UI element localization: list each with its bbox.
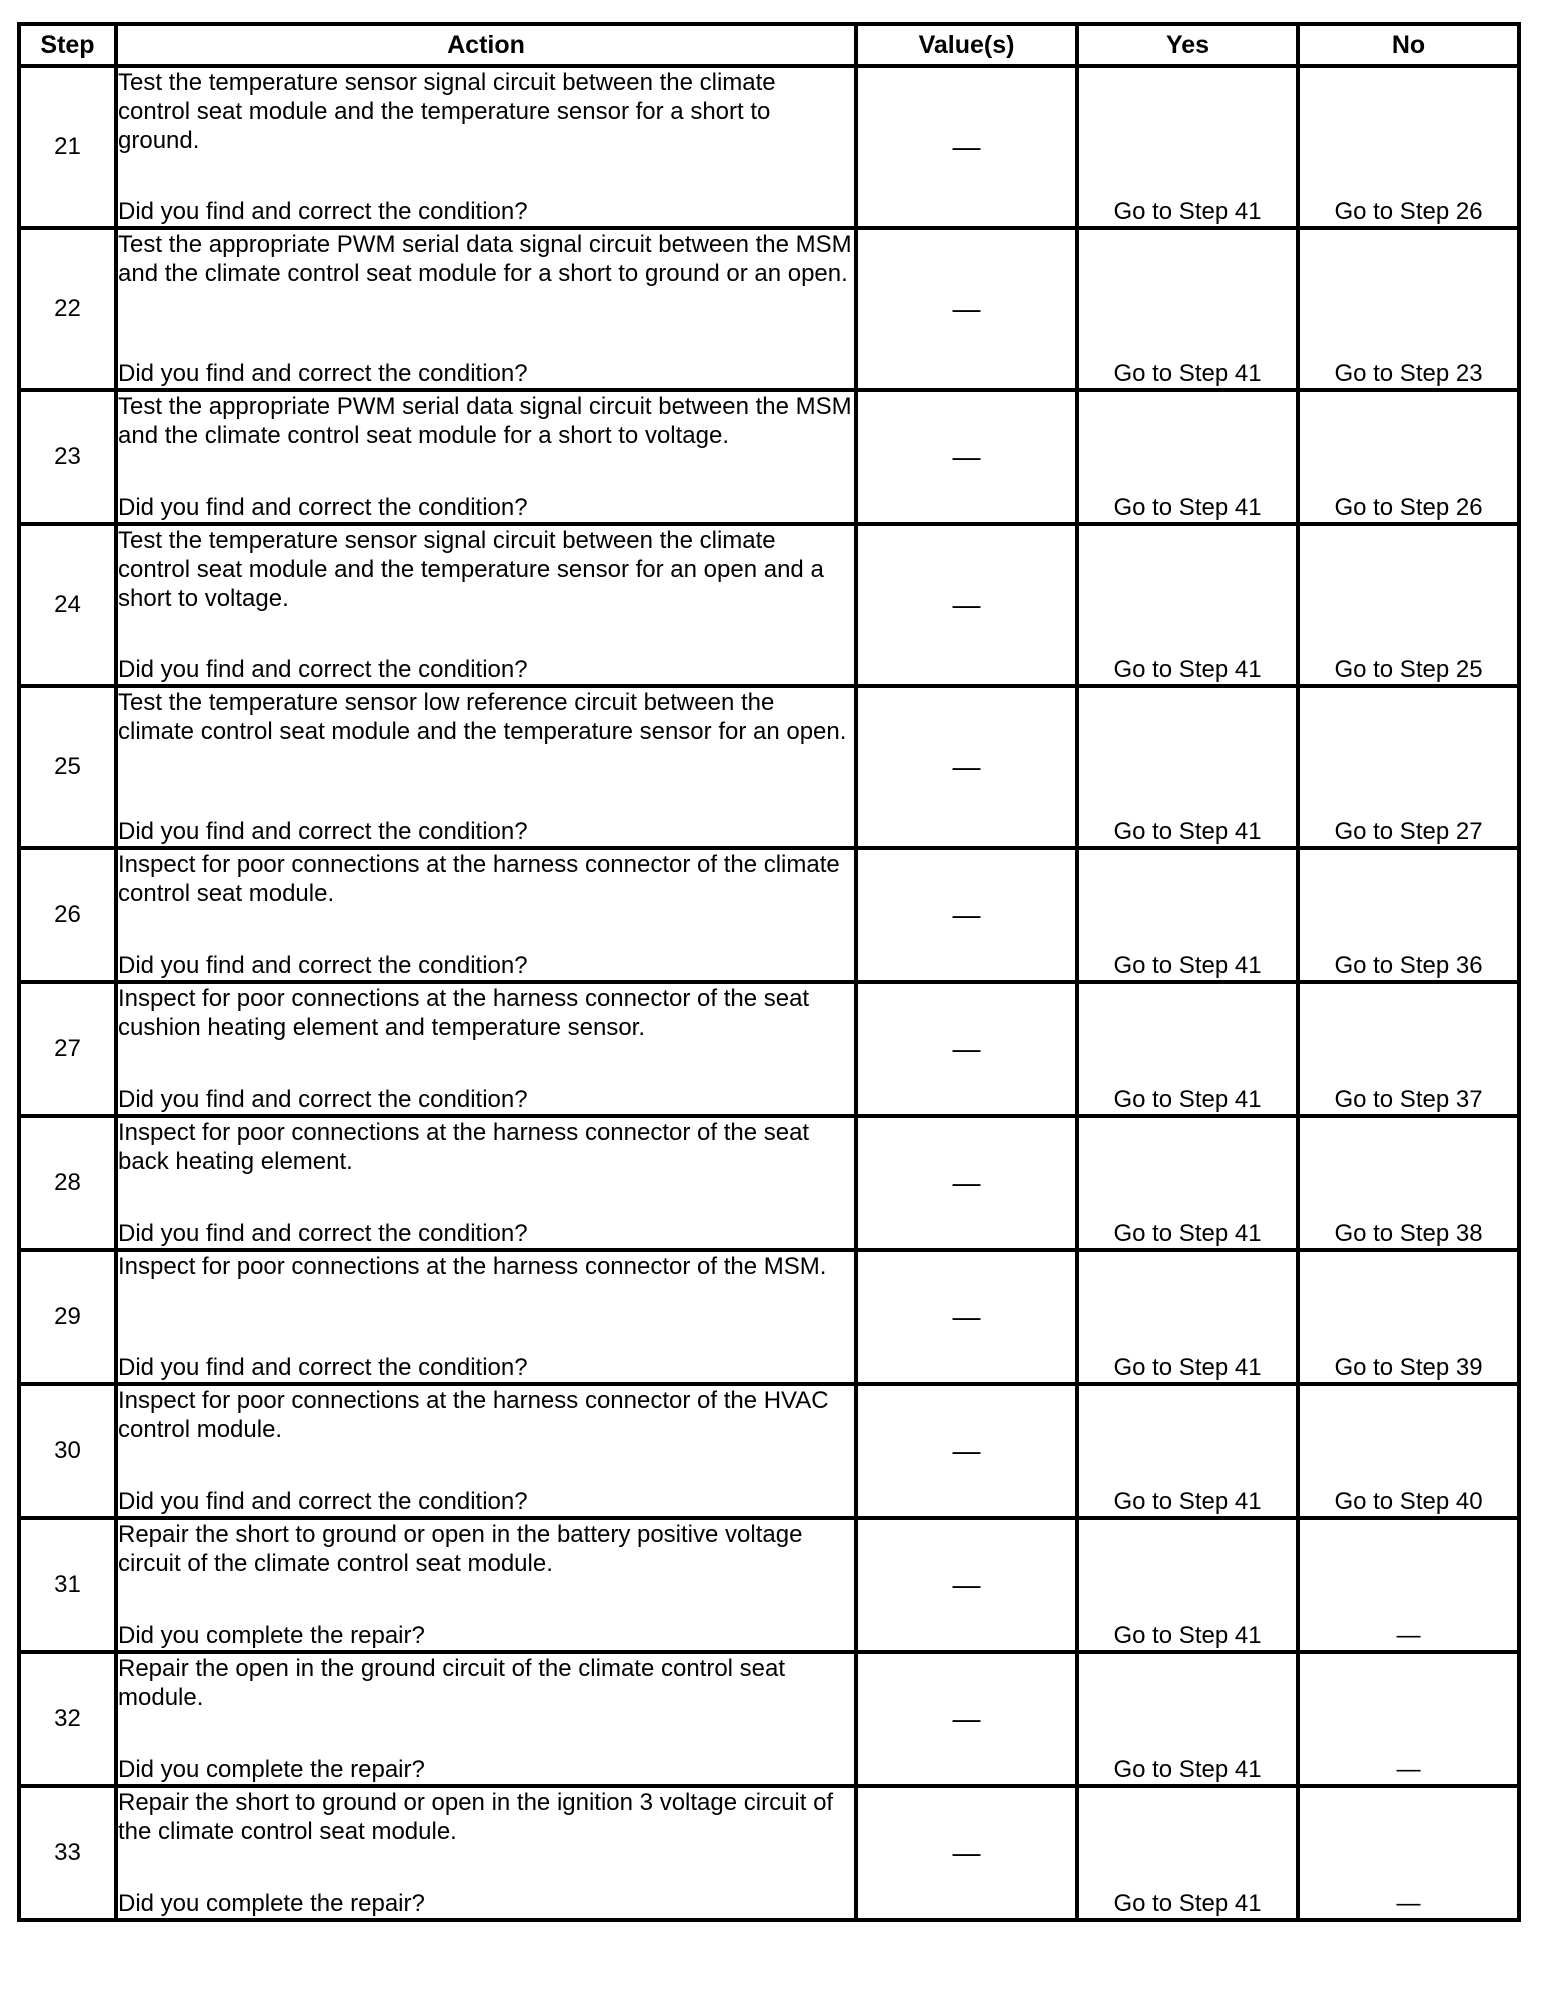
no-cell: Go to Step 25 [1298,524,1519,686]
action-cell [116,1652,856,1786]
no-cell: Go to Step 26 [1298,66,1519,228]
table-row [19,390,1519,524]
table-header-row [19,24,1519,66]
action-question: Did you find and correct the condition? [118,1354,528,1381]
no-cell: Go to Step 23 [1298,228,1519,390]
table-row [19,982,1519,1116]
action-instruction: Test the appropriate PWM serial data signal circuit between the MSM and the climate control seat module for a short to ground or an open. [118,231,852,287]
table-row [19,1652,1519,1786]
action-instruction: Test the temperature sensor signal circuit between the climate control seat module and the temperature sensor for an open and a short to voltage. [118,527,824,612]
value-cell: — [856,524,1077,686]
value-cell: — [856,982,1077,1116]
step-number: 28 [19,1116,116,1250]
value-cell: — [856,1116,1077,1250]
no-cell: — [1298,1786,1519,1920]
yes-cell: Go to Step 41 [1077,524,1298,686]
yes-cell: Go to Step 41 [1077,686,1298,848]
value-cell: — [856,228,1077,390]
value-cell: — [856,1652,1077,1786]
no-cell: Go to Step 37 [1298,982,1519,1116]
step-number: 22 [19,228,116,390]
action-cell [116,228,856,390]
action-question: Did you find and correct the condition? [118,494,528,521]
value-cell: — [856,66,1077,228]
action-instruction: Test the appropriate PWM serial data signal circuit between the MSM and the climate control seat module for a short to voltage. [118,393,852,449]
no-cell: — [1298,1518,1519,1652]
step-number: 27 [19,982,116,1116]
step-number: 23 [19,390,116,524]
yes-cell: Go to Step 41 [1077,848,1298,982]
yes-cell: Go to Step 41 [1077,1786,1298,1920]
value-cell: — [856,1518,1077,1652]
action-cell [116,1250,856,1384]
step-number: 32 [19,1652,116,1786]
value-cell: — [856,686,1077,848]
value-cell: — [856,390,1077,524]
no-cell: Go to Step 26 [1298,390,1519,524]
action-instruction: Repair the short to ground or open in the ignition 3 voltage circuit of the climate control seat module. [118,1789,834,1845]
table-row [19,848,1519,982]
no-cell: Go to Step 38 [1298,1116,1519,1250]
header-values: Value(s) [856,24,1077,66]
yes-cell: Go to Step 41 [1077,1384,1298,1518]
action-instruction: Inspect for poor connections at the harness connector of the HVAC control module. [118,1387,829,1443]
action-cell [116,686,856,848]
value-cell: — [856,848,1077,982]
table-row [19,1518,1519,1652]
action-question: Did you complete the repair? [118,1756,425,1783]
action-instruction: Inspect for poor connections at the harness connector of the seat cushion heating element and temperature sensor. [118,985,810,1041]
step-number: 24 [19,524,116,686]
no-cell: Go to Step 39 [1298,1250,1519,1384]
step-number: 33 [19,1786,116,1920]
header-action: Action [116,24,856,66]
action-instruction: Inspect for poor connections at the harness connector of the MSM. [118,1253,827,1280]
value-cell: — [856,1786,1077,1920]
action-cell [116,1518,856,1652]
action-question: Did you find and correct the condition? [118,952,528,979]
yes-cell: Go to Step 41 [1077,1116,1298,1250]
no-cell: Go to Step 40 [1298,1384,1519,1518]
diagnostic-table-page [17,22,1517,1922]
value-cell: — [856,1250,1077,1384]
table-row [19,686,1519,848]
no-cell: Go to Step 36 [1298,848,1519,982]
no-cell: — [1298,1652,1519,1786]
yes-cell: Go to Step 41 [1077,1652,1298,1786]
table-row [19,66,1519,228]
action-instruction: Repair the short to ground or open in the battery positive voltage circuit of the climate control seat module. [118,1521,803,1577]
step-number: 21 [19,66,116,228]
no-cell: Go to Step 27 [1298,686,1519,848]
action-question: Did you find and correct the condition? [118,1220,528,1247]
table-row [19,1786,1519,1920]
yes-cell: Go to Step 41 [1077,66,1298,228]
value-cell: — [856,1384,1077,1518]
action-instruction: Test the temperature sensor signal circuit between the climate control seat module and the temperature sensor for a short to ground. [118,69,776,154]
action-instruction: Test the temperature sensor low reference circuit between the climate control seat module and the temperature sensor for an open. [118,689,847,745]
yes-cell: Go to Step 41 [1077,982,1298,1116]
table-row [19,1384,1519,1518]
step-number: 26 [19,848,116,982]
action-question: Did you find and correct the condition? [118,198,528,225]
yes-cell: Go to Step 41 [1077,1250,1298,1384]
action-cell [116,66,856,228]
action-cell [116,1384,856,1518]
action-question: Did you find and correct the condition? [118,818,528,845]
header-no: No [1298,24,1519,66]
table-row [19,524,1519,686]
step-number: 31 [19,1518,116,1652]
table-row [19,1250,1519,1384]
action-question: Did you find and correct the condition? [118,1086,528,1113]
step-number: 25 [19,686,116,848]
action-cell [116,1786,856,1920]
action-question: Did you find and correct the condition? [118,360,528,387]
header-yes: Yes [1077,24,1298,66]
action-instruction: Repair the open in the ground circuit of the climate control seat module. [118,1655,786,1711]
action-question: Did you complete the repair? [118,1890,425,1917]
action-cell [116,524,856,686]
action-cell [116,1116,856,1250]
action-question: Did you find and correct the condition? [118,656,528,683]
yes-cell: Go to Step 41 [1077,228,1298,390]
yes-cell: Go to Step 41 [1077,1518,1298,1652]
action-cell [116,390,856,524]
yes-cell: Go to Step 41 [1077,390,1298,524]
diagnostic-table [17,22,1521,1922]
action-question: Did you complete the repair? [118,1622,425,1649]
action-question: Did you find and correct the condition? [118,1488,528,1515]
table-row [19,228,1519,390]
action-instruction: Inspect for poor connections at the harness connector of the seat back heating element. [118,1119,810,1175]
step-number: 29 [19,1250,116,1384]
table-row [19,1116,1519,1250]
header-step: Step [19,24,116,66]
action-cell [116,982,856,1116]
action-instruction: Inspect for poor connections at the harness connector of the climate control seat module. [118,851,840,907]
action-cell [116,848,856,982]
step-number: 30 [19,1384,116,1518]
